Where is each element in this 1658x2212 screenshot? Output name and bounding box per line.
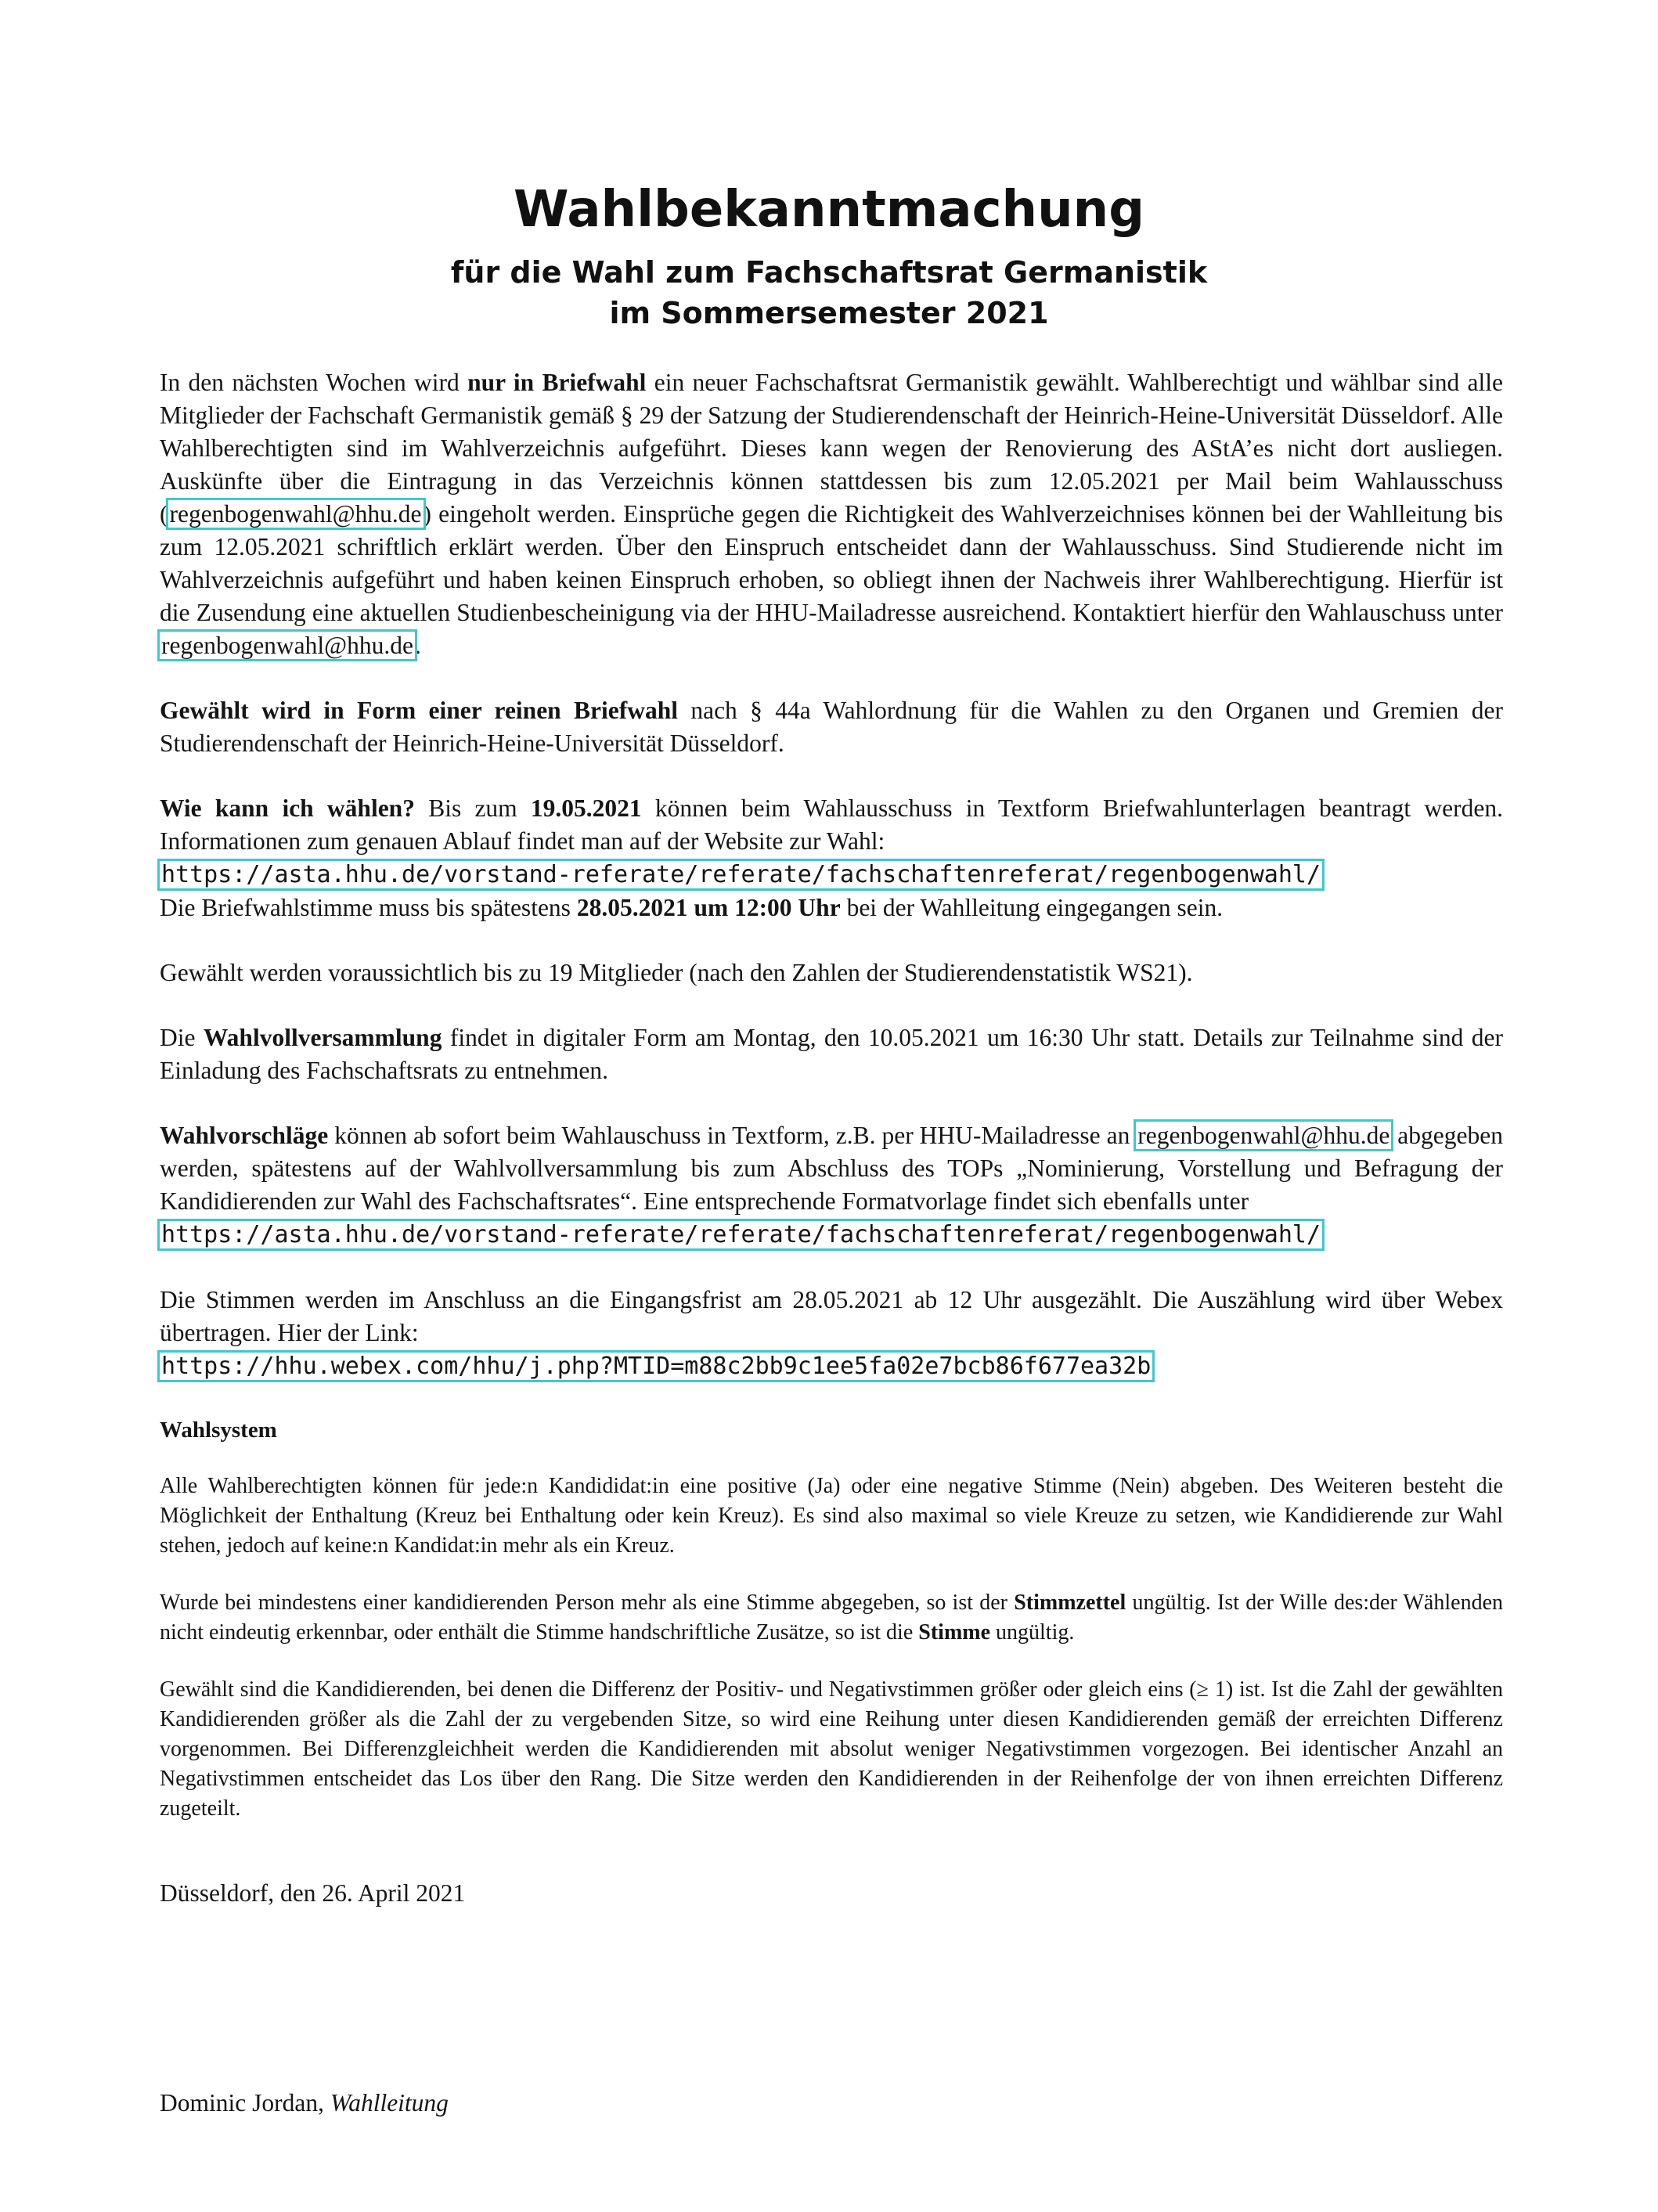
text: ein neuer Fachschaftsrat Germanistik gewählt. Wahlberechtigt und wählbar sind alle Mitglieder der Fachschaft Germanistik gemäß § 29 der Satzung der Studierendenschaft der Heinrich-Heine-Universität Düsseldorf. Alle Wahlberechtigten sind im Wahlverzeichnis aufgeführt. Dieses kann wegen der Renovierung des AStA’es nicht dort ausliegen. Auskünfte über die Eintragung in das Verzeichnis können stattdessen bis zum 12.05.2021 per Mail beim Wahlausschuss (	[160, 369, 1503, 528]
bold-text: Wahlvollversammlung	[203, 1024, 442, 1051]
text: Gewählt werden voraussichtlich bis zu 19 Mitglieder (nach den Zahlen der Studierendenstatistik WS21).	[160, 959, 1193, 986]
paragraph-briefwahl	[160, 694, 1503, 760]
text: Gewählt sind die Kandidierenden, bei denen die Differenz der Positiv- und Negativstimmen größer oder gleich eins (≥ 1) ist. Ist die Zahl der gewählten Kandidierenden größer als die Zahl der zu vergebenden Sitze, so wird eine Reihung unter diesen Kandidierenden gemäß der erreichten Differenz vorgenommen. Bei Differenzgleichheit werden die Kandidierenden mit absolut weniger Negativstimmen vorgezogen. Bei identischer Anzahl an Negativstimmen entscheidet das Los über den Rang. Die Sitze werden den Kandidierenden in der Reihenfolge der von ihnen erreichten Differenz zugeteilt.	[160, 1677, 1503, 1821]
paragraph-intro	[160, 366, 1503, 662]
document-body	[160, 366, 1503, 1824]
text: nach § 44a Wahlordnung für die Wahlen zu den Organen und Gremien der Studierendenschaft der Heinrich-Heine-Universität Düsseldorf.	[160, 697, 1503, 757]
website-link[interactable]: https://asta.hhu.de/vorstand-referate/referate/fachschaftenreferat/regenbogenwahl/	[161, 1221, 1321, 1248]
place-date: Düsseldorf, den 26. April 2021	[160, 1879, 466, 1907]
bold-text: Gewählt wird in Form einer reinen Briefwahl	[160, 697, 679, 724]
text: können beim Wahlausschuss in Textform Briefwahlunterlagen beantragt werden. Informationen zum genauen Ablauf findet man auf der Website zur Wahl:	[160, 794, 1503, 855]
text: Die	[160, 1024, 204, 1051]
text: ungültig.	[990, 1620, 1075, 1645]
text: .	[415, 632, 421, 659]
bold-text: Wie kann ich wählen?	[160, 794, 415, 822]
page-title: Wahlbekanntmachung	[514, 181, 1144, 239]
text: In den nächsten Wochen wird	[160, 369, 468, 396]
bold-text: 19.05.2021	[530, 794, 642, 822]
signer-name: Dominic Jordan,	[160, 2089, 330, 2117]
document-header	[0, 178, 1658, 333]
subtitle-line-2: im Sommersemester 2021	[609, 296, 1049, 330]
text: ungültig. Ist der Wille des:der Wählenden nicht eindeutig erkennbar, oder enthält die Stimme handschriftliche Zusätze, so ist die	[160, 1591, 1503, 1645]
section-heading-wahlsystem: Wahlsystem	[160, 1418, 277, 1443]
signature	[160, 2087, 449, 2120]
bold-text: 28.05.2021 um 12:00 Uhr	[576, 894, 841, 921]
text: Die Briefwahlstimme muss bis spätestens	[160, 894, 577, 921]
paragraph-wahlsystem-3	[160, 1675, 1503, 1824]
signer-role: Wahlleitung	[330, 2089, 449, 2117]
email-link[interactable]: regenbogenwahl@hhu.de	[169, 500, 422, 528]
paragraph-wahlsystem-1	[160, 1472, 1503, 1561]
email-link[interactable]: regenbogenwahl@hhu.de	[161, 632, 414, 659]
email-link[interactable]: regenbogenwahl@hhu.de	[1137, 1122, 1390, 1149]
paragraph-wahlvorschlaege	[160, 1119, 1503, 1252]
text: Bis zum	[414, 794, 531, 822]
website-link[interactable]: https://asta.hhu.de/vorstand-referate/referate/fachschaftenreferat/regenbogenwahl/	[161, 861, 1321, 888]
text: Die Stimmen werden im Anschluss an die Eingangsfrist am 28.05.2021 ab 12 Uhr ausgezählt. Die Auszählung wird über Webex übertragen. Hier der Link:	[160, 1286, 1503, 1346]
text: abgegeben werden, spätestens auf der Wahlvollversammlung bis zum Abschluss des TOPs „Nominierung, Vorstellung und Befragung der Kandidierenden zur Wahl des Fachschaftsrates“. Eine entsprechende Formatvorlage findet sich ebenfalls unter	[160, 1122, 1503, 1215]
bold-text: Wahlvorschläge	[160, 1122, 329, 1149]
paragraph-wahlsystem-2	[160, 1588, 1503, 1648]
paragraph-auszaehlung	[160, 1284, 1503, 1383]
paragraph-wahlvollversammlung	[160, 1021, 1503, 1087]
text: ) eingeholt werden. Einsprüche gegen die Richtigkeit des Wahlverzeichnises können bei der Wahlleitung bis zum 12.05.2021 schriftlich erklärt werden. Über den Einspruch entscheidet dann der Wahlausschuss. Sind Studierende nicht im Wahlverzeichnis aufgeführt und haben keinen Einspruch erhoben, so obliegt ihnen der Nachweis ihrer Wahlberechtigung. Hierfür ist die Zusendung eine aktuellen Studienbescheinigung via der HHU-Mailadresse ausreichend. Kontaktiert hierfür den Wahlauschuss unter	[160, 500, 1503, 626]
text: Wurde bei mindestens einer kandidierenden Person mehr als eine Stimme abgegeben, so ist der	[160, 1591, 1015, 1615]
bold-text: Stimmzettel	[1014, 1591, 1126, 1615]
bold-text: Stimme	[918, 1620, 991, 1645]
bold-text: nur in Briefwahl	[467, 369, 647, 396]
text: können ab sofort beim Wahlauschuss in Textform, z.B. per HHU-Mailadresse an	[328, 1122, 1137, 1149]
text: Alle Wahlberechtigten können für jede:n Kandididat:in eine positive (Ja) oder eine negative Stimme (Nein) abgeben. Des Weiteren besteht die Möglichkeit der Enthaltung (Kreuz bei Enthaltung oder kein Kreuz). Es sind also maximal so viele Kreuze zu setzen, wie Kandidierende zur Wahl stehen, jedoch auf keine:n Kandidat:in mehr als ein Kreuz.	[160, 1474, 1503, 1558]
webex-link[interactable]: https://hhu.webex.com/hhu/j.php?MTID=m88c2bb9c1ee5fa02e7bcb86f677ea32b	[161, 1353, 1152, 1380]
subtitle-line-1: für die Wahl zum Fachschaftsrat Germanistik	[450, 255, 1208, 290]
text: findet in digitaler Form am Montag, den 10.05.2021 um 16:30 Uhr statt. Details zur Teilnahme sind der Einladung des Fachschaftsrats zu entnehmen.	[160, 1024, 1503, 1084]
paragraph-mitglieder	[160, 956, 1503, 989]
paragraph-wie-waehlen	[160, 792, 1503, 924]
text: bei der Wahlleitung eingegangen sein.	[840, 894, 1224, 921]
